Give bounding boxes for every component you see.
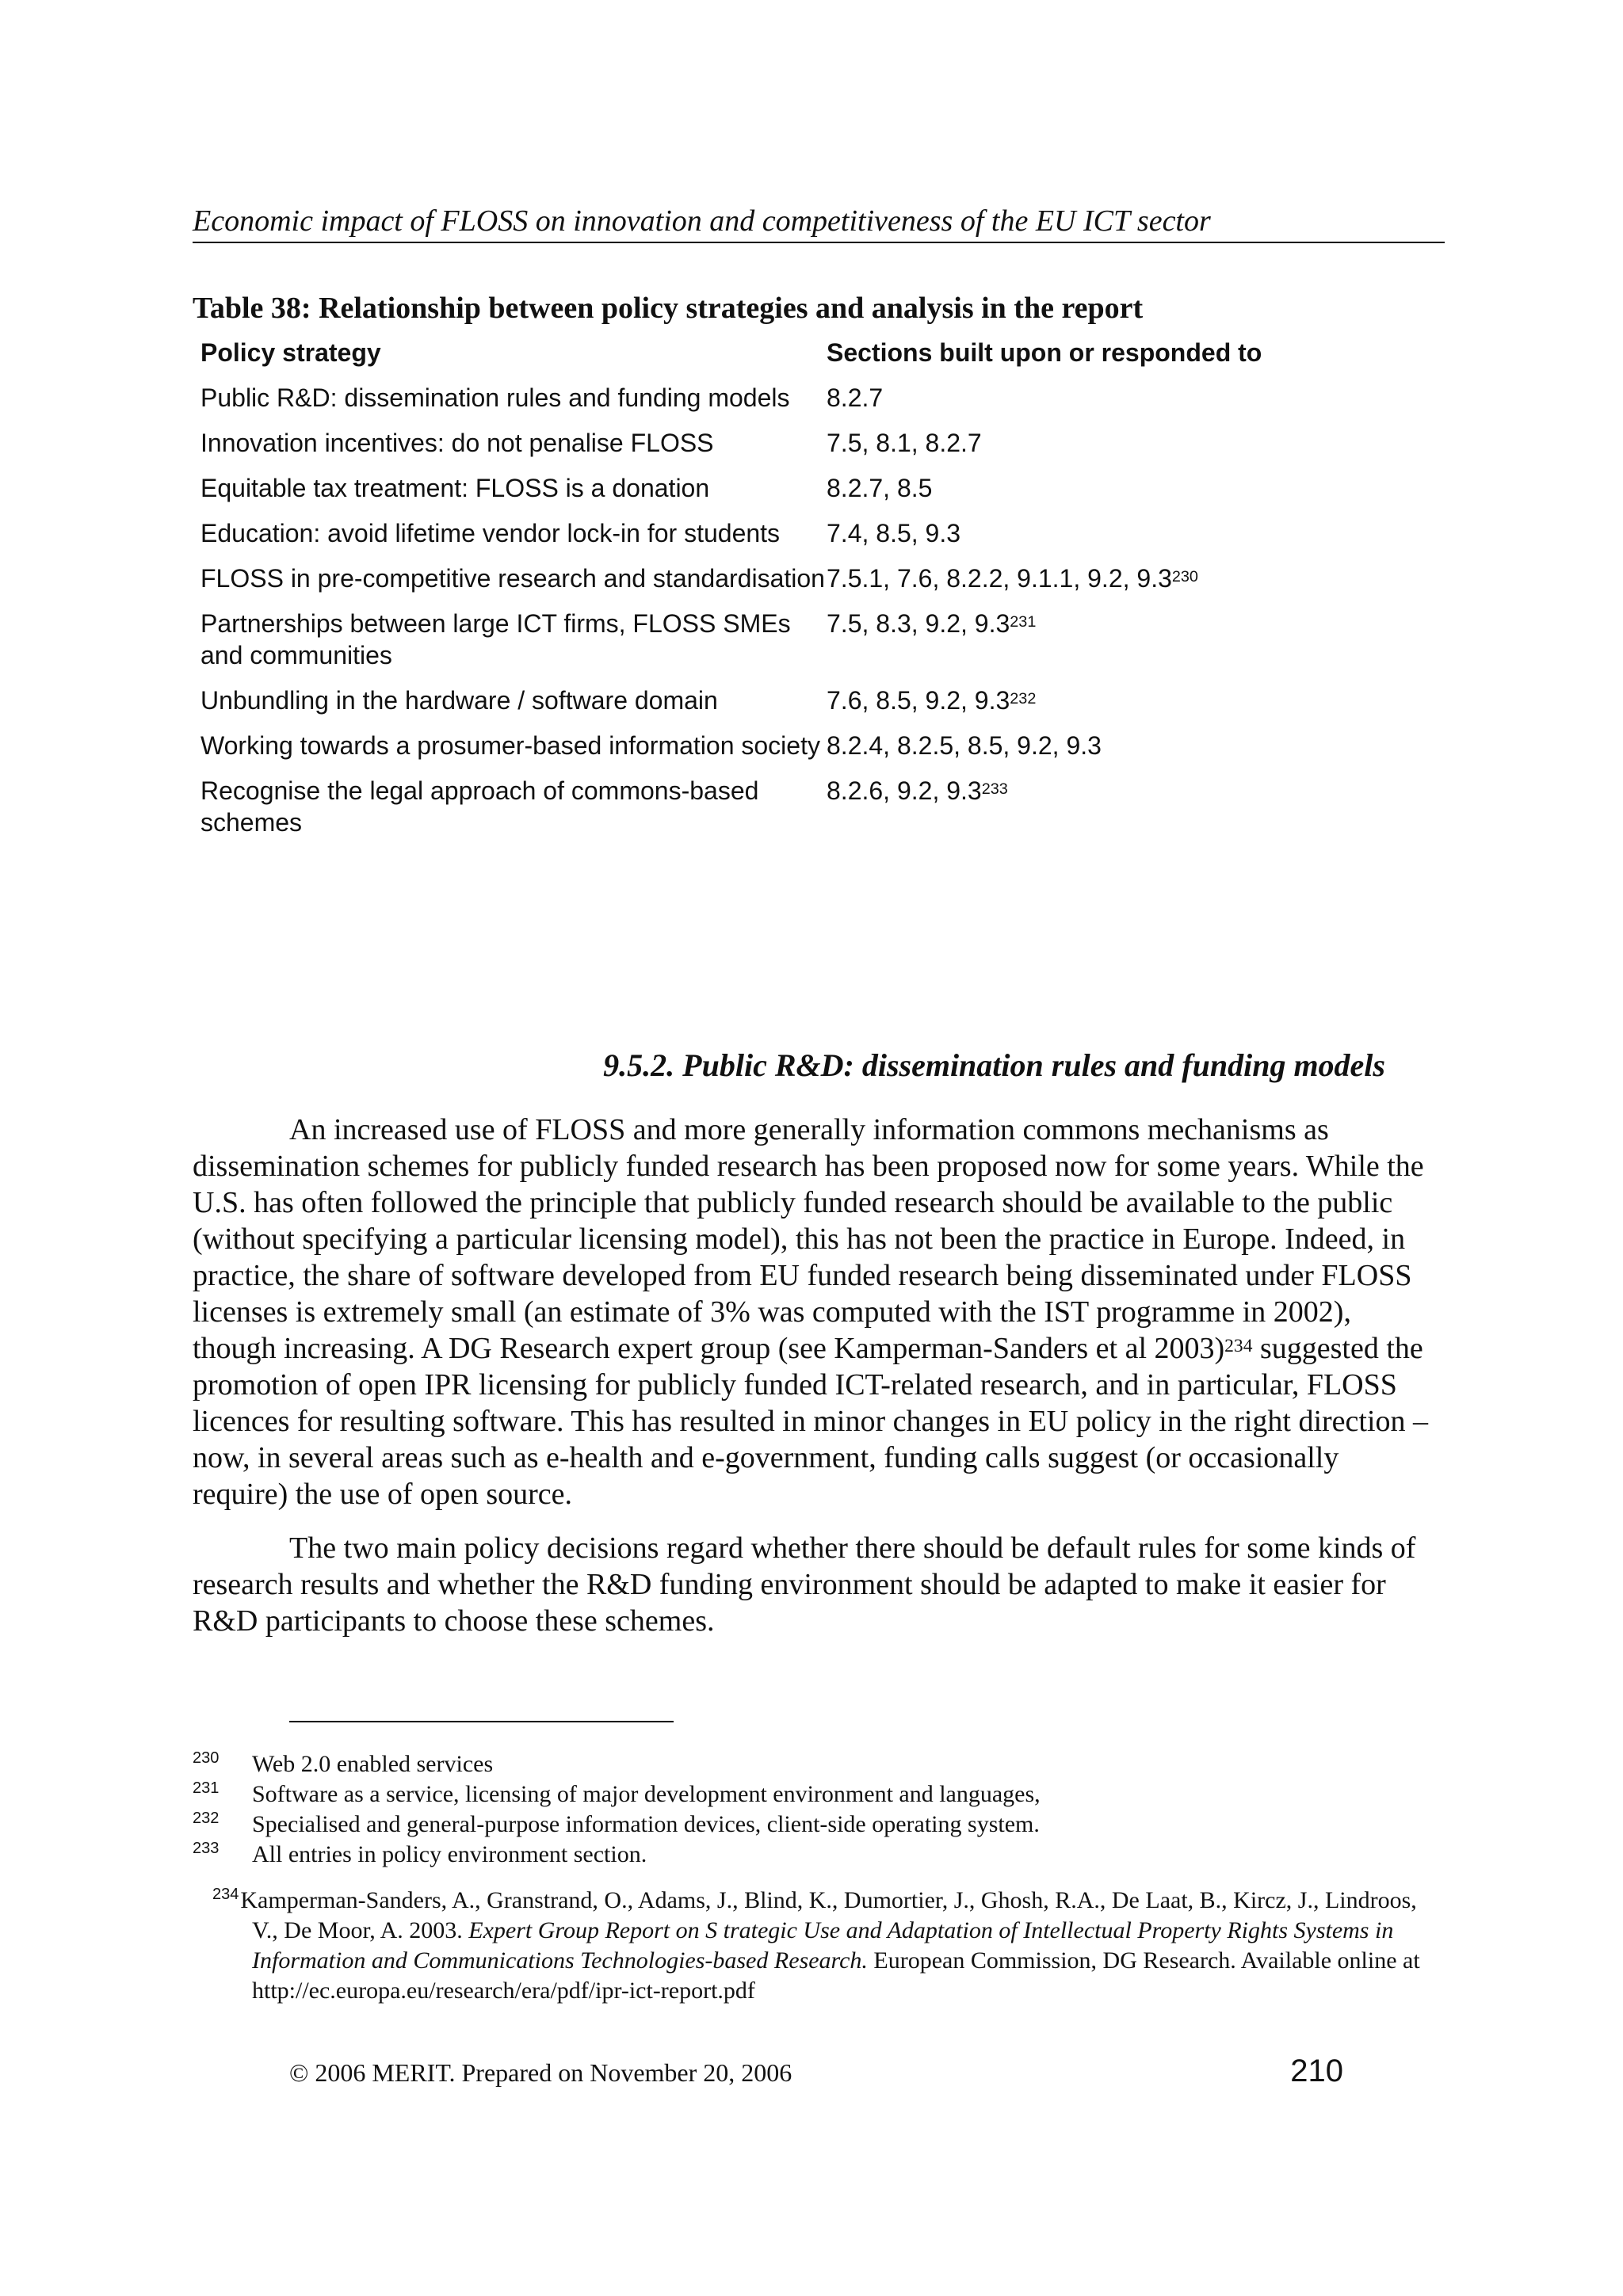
sections-cell bbox=[827, 427, 1381, 459]
column-header-sections: Sections built upon or responded to bbox=[827, 338, 1262, 367]
sections-text: 8.2.7, 8.5 bbox=[827, 474, 933, 502]
footnote bbox=[193, 1749, 1445, 1779]
footnote-reference bbox=[193, 1879, 1445, 2006]
footnote-number: 233 bbox=[193, 1840, 220, 1857]
table-row bbox=[193, 382, 1381, 414]
sections-text: 7.4, 8.5, 9.3 bbox=[827, 519, 961, 547]
sections-text: 8.2.4, 8.2.5, 8.5, 9.2, 9.3 bbox=[827, 731, 1102, 760]
table-caption: Table 38: Relationship between policy strategies and analysis in the report bbox=[193, 292, 1144, 325]
footnote-text: Specialised and general-purpose information devices, client-side operating system. bbox=[252, 1811, 1040, 1837]
sections-text: 7.5, 8.3, 9.2, 9.3 bbox=[827, 609, 1010, 638]
footnote-separator bbox=[289, 1721, 674, 1722]
footnote-text: All entries in policy environment section. bbox=[252, 1841, 647, 1867]
footnote-number: 230 bbox=[193, 1749, 220, 1767]
footnote-ref[interactable]: 234 bbox=[1224, 1335, 1253, 1356]
policy-strategy-cell: Recognise the legal approach of commons-based schemes bbox=[200, 776, 759, 837]
table-row bbox=[193, 775, 1381, 838]
paragraph-1-text: An increased use of FLOSS and more generally information commons mechanisms as dissemination schemes for publicly funded research has been proposed now for some years. While the U.S. has often followed the principle that publicly funded research should be available to the public (without specifying a particular licensing model), this has not been the practice in Europe. Indeed, in practice, the share of software developed from EU funded research being disseminated under FLOSS licenses is extremely small (an estimate of 3% was computed with the IST programme in 2002), though increasing. A DG Research expert group (see Kamperman-Sanders et al 2003) bbox=[193, 1113, 1424, 1365]
footnote-number: 232 bbox=[193, 1810, 220, 1827]
footnote-number: 231 bbox=[193, 1779, 220, 1797]
policy-strategy-cell: Innovation incentives: do not penalise FLOSS bbox=[200, 429, 714, 457]
sections-cell bbox=[827, 608, 1381, 671]
running-header: Economic impact of FLOSS on innovation and competitiveness of the EU ICT sector bbox=[193, 202, 1445, 243]
footnotes bbox=[193, 1749, 1445, 2006]
table-row bbox=[193, 563, 1381, 594]
page-number: 210 bbox=[1290, 2054, 1343, 2088]
policy-table bbox=[193, 337, 1381, 852]
policy-strategy-cell: Partnerships between large ICT firms, FLOSS SMEs and communities bbox=[200, 609, 791, 669]
footnote bbox=[193, 1840, 1445, 1870]
footnote-authors: Kamperman-Sanders, A., Granstrand, O., Adams, J., Blind, K., Dumortier, J., Ghosh, R.A., De Laat, B., Kircz, J., Lindroos, V., De Moor, A. 2003. bbox=[240, 1887, 1417, 1943]
table-row bbox=[193, 608, 1381, 671]
policy-strategy-cell: Working towards a prosumer-based information society bbox=[200, 731, 820, 760]
footnote-text: Web 2.0 enabled services bbox=[252, 1751, 494, 1777]
policy-strategy-cell: FLOSS in pre-competitive research and standardisation bbox=[200, 564, 825, 593]
sections-cell bbox=[827, 685, 1381, 716]
footnote-ref[interactable]: 232 bbox=[1010, 690, 1037, 708]
policy-strategy-cell: Equitable tax treatment: FLOSS is a donation bbox=[200, 474, 710, 502]
paragraph-1 bbox=[193, 1112, 1437, 1512]
sections-cell bbox=[827, 517, 1381, 549]
column-header-policy-strategy: Policy strategy bbox=[200, 338, 381, 367]
footnote bbox=[193, 1810, 1445, 1840]
sections-text: 7.5.1, 7.6, 8.2.2, 9.1.1, 9.2, 9.3 bbox=[827, 564, 1172, 593]
sections-text: 7.6, 8.5, 9.2, 9.3 bbox=[827, 686, 1010, 715]
table-row bbox=[193, 517, 1381, 549]
page-footer bbox=[289, 2054, 1343, 2089]
table-row bbox=[193, 472, 1381, 504]
copyright-notice: © 2006 MERIT. Prepared on November 20, 2006 bbox=[289, 2058, 792, 2087]
sections-cell bbox=[827, 775, 1381, 838]
sections-cell bbox=[827, 730, 1381, 761]
footnote-ref[interactable]: 230 bbox=[1171, 568, 1198, 586]
sections-text: 7.5, 8.1, 8.2.7 bbox=[827, 429, 982, 457]
body-text bbox=[193, 1112, 1437, 1657]
footnote-ref[interactable]: 231 bbox=[1010, 613, 1037, 631]
table-row bbox=[193, 685, 1381, 716]
sections-text: 8.2.6, 9.2, 9.3 bbox=[827, 776, 982, 805]
sections-cell bbox=[827, 472, 1381, 504]
footnote-text: Software as a service, licensing of major development environment and languages, bbox=[252, 1781, 1041, 1807]
sections-text: 8.2.7 bbox=[827, 383, 884, 412]
footnote-report-title: Expert Group Report on S trategic Use and Adaptation of Intellectual Property Rights Systems in Information and Communications Technologies-based Research. bbox=[252, 1917, 1394, 1974]
paragraph-1-text-cont: suggested the promotion of open IPR licensing for publicly funded ICT-related research, and in particular, FLOSS licences for resulting software. This has resulted in minor changes in EU policy in the right direction – now, in several areas such as e-health and e-government, funding calls suggest (or occasionally require) the use of open source. bbox=[193, 1332, 1429, 1511]
paragraph-2: The two main policy decisions regard whether there should be default rules for some kinds of research results and whether the R&D funding environment should be adapted to make it easier for R&D participants to choose these schemes. bbox=[193, 1531, 1416, 1638]
table-header-row bbox=[193, 337, 1381, 368]
table-row bbox=[193, 427, 1381, 459]
table-row bbox=[193, 730, 1381, 761]
footnote-ref[interactable]: 233 bbox=[981, 780, 1008, 799]
policy-strategy-cell: Unbundling in the hardware / software domain bbox=[200, 686, 718, 715]
section-heading: 9.5.2. Public R&D: dissemination rules and funding models bbox=[603, 1047, 1385, 1083]
policy-strategy-cell: Public R&D: dissemination rules and funding models bbox=[200, 383, 790, 412]
footnote bbox=[193, 1779, 1445, 1810]
sections-cell bbox=[827, 563, 1381, 594]
footnote-number: 234 bbox=[212, 1886, 239, 1903]
footnote-publisher-url[interactable]: European Commission, DG Research. Available online at http://ec.europa.eu/research/era/pdf/ipr-ict-report.pdf bbox=[252, 1947, 1420, 2004]
policy-strategy-cell: Education: avoid lifetime vendor lock-in for students bbox=[200, 519, 781, 547]
sections-cell bbox=[827, 382, 1381, 414]
